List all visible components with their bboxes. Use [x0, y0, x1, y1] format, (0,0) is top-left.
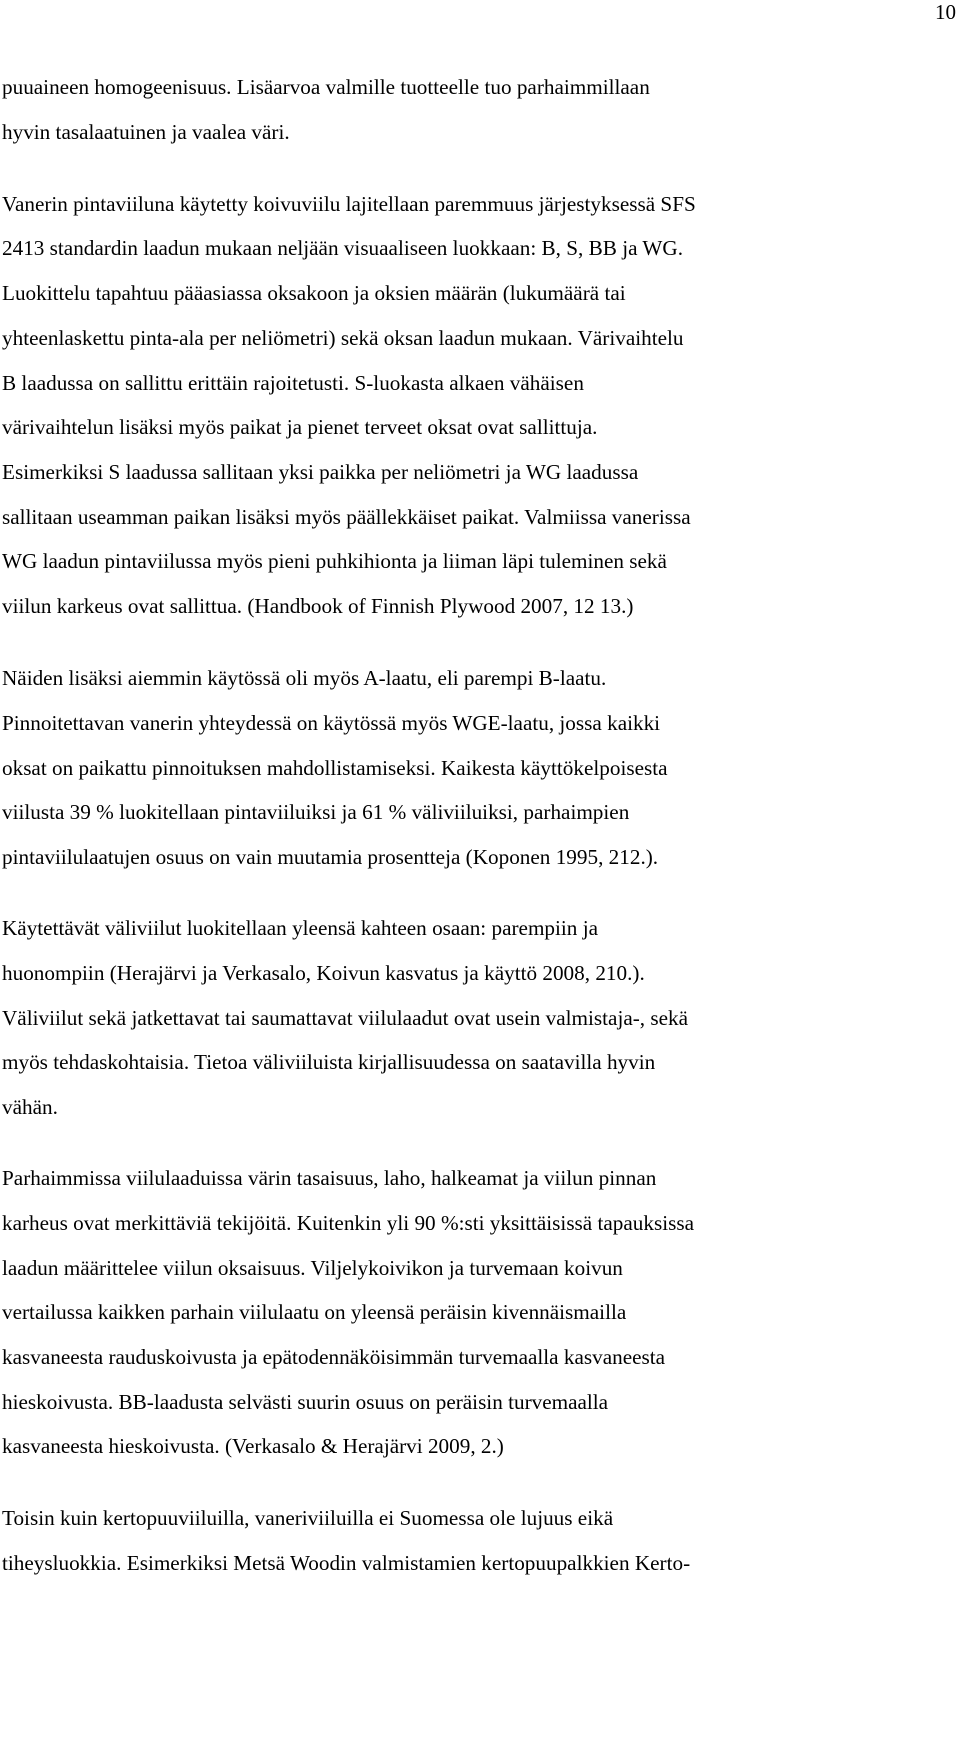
- text-line: oksat on paikattu pinnoituksen mahdollistamiseksi. Kaikesta käyttökelpoisesta: [2, 756, 668, 780]
- text-line: kasvaneesta hieskoivusta. (Verkasalo & Herajärvi 2009, 2.): [2, 1434, 504, 1458]
- text-line: puuaineen homogeenisuus. Lisäarvoa valmille tuotteelle tuo parhaimmillaan: [2, 75, 650, 99]
- text-line: viilun karkeus ovat sallittua. (Handbook of Finnish Plywood 2007, 12 13.): [2, 594, 634, 618]
- text-line: yhteenlaskettu pinta-ala per neliömetri) sekä oksan laadun mukaan. Värivaihtelu: [2, 326, 684, 350]
- text-line: Parhaimmissa viilulaaduissa värin tasaisuus, laho, halkeamat ja viilun pinnan: [2, 1166, 657, 1190]
- text-line: viilusta 39 % luokitellaan pintaviiluiksi ja 61 % väliviiluiksi, parhaimpien: [2, 800, 630, 824]
- text-line: Toisin kuin kertopuuviiluilla, vaneriviiluilla ei Suomessa ole lujuus eikä: [2, 1506, 614, 1530]
- text-line: hieskoivusta. BB-laadusta selvästi suurin osuus on peräisin turvemaalla: [2, 1390, 609, 1414]
- text-line: sallitaan useamman paikan lisäksi myös päällekkäiset paikat. Valmiissa vanerissa: [2, 505, 691, 529]
- text-line: kasvaneesta rauduskoivusta ja epätodennäköisimmän turvemaalla kasvaneesta: [2, 1345, 666, 1369]
- text-line: pintaviilulaatujen osuus on vain muutamia prosentteja (Koponen 1995, 212.).: [2, 845, 659, 869]
- text-line: tiheysluokkia. Esimerkiksi Metsä Woodin valmistamien kertopuupalkkien Kerto-: [2, 1551, 691, 1575]
- text-line: myös tehdaskohtaisia. Tietoa väliviiluista kirjallisuudessa on saatavilla hyvin: [2, 1050, 656, 1074]
- text-line: vähän.: [2, 1095, 58, 1119]
- text-line: Vanerin pintaviiluna käytetty koivuviilu lajitellaan paremmuus järjestyksessä SFS: [2, 192, 696, 216]
- page-number: 10: [935, 0, 956, 24]
- text-line: 2413 standardin laadun mukaan neljään visuaaliseen luokkaan: B, S, BB ja WG.: [2, 236, 683, 260]
- text-line: vertailussa kaikken parhain viilulaatu on yleensä peräisin kivennäismailla: [2, 1300, 627, 1324]
- text-line: värivaihtelun lisäksi myös paikat ja pienet terveet oksat ovat sallittuja.: [2, 415, 598, 439]
- text-line: huonompiin (Herajärvi ja Verkasalo, Koivun kasvatus ja käyttö 2008, 210.).: [2, 961, 645, 985]
- text-line: karheus ovat merkittäviä tekijöitä. Kuitenkin yli 90 %:sti yksittäisissä tapauksissa: [2, 1211, 695, 1235]
- text-line: Pinnoitettavan vanerin yhteydessä on käytössä myös WGE-laatu, jossa kaikki: [2, 711, 661, 735]
- text-line: Esimerkiksi S laadussa sallitaan yksi paikka per neliömetri ja WG laadussa: [2, 460, 639, 484]
- text-line: Väliviilut sekä jatkettavat tai saumattavat viilulaadut ovat usein valmistaja-, sekä: [2, 1006, 689, 1030]
- text-line: Näiden lisäksi aiemmin käytössä oli myös A-laatu, eli parempi B-laatu.: [2, 666, 607, 690]
- text-line: laadun määrittelee viilun oksaisuus. Viljelykoivikon ja turvemaan koivun: [2, 1256, 623, 1280]
- text-line: Käytettävät väliviilut luokitellaan yleensä kahteen osaan: parempiin ja: [2, 916, 598, 940]
- text-line: WG laadun pintaviilussa myös pieni puhkihionta ja liiman läpi tuleminen sekä: [2, 549, 667, 573]
- text-line: hyvin tasalaatuinen ja vaalea väri.: [2, 120, 290, 144]
- text-line: Luokittelu tapahtuu pääasiassa oksakoon ja oksien määrän (lukumäärä tai: [2, 281, 626, 305]
- text-line: B laadussa on sallittu erittäin rajoitetusti. S-luokasta alkaen vähäisen: [2, 371, 584, 395]
